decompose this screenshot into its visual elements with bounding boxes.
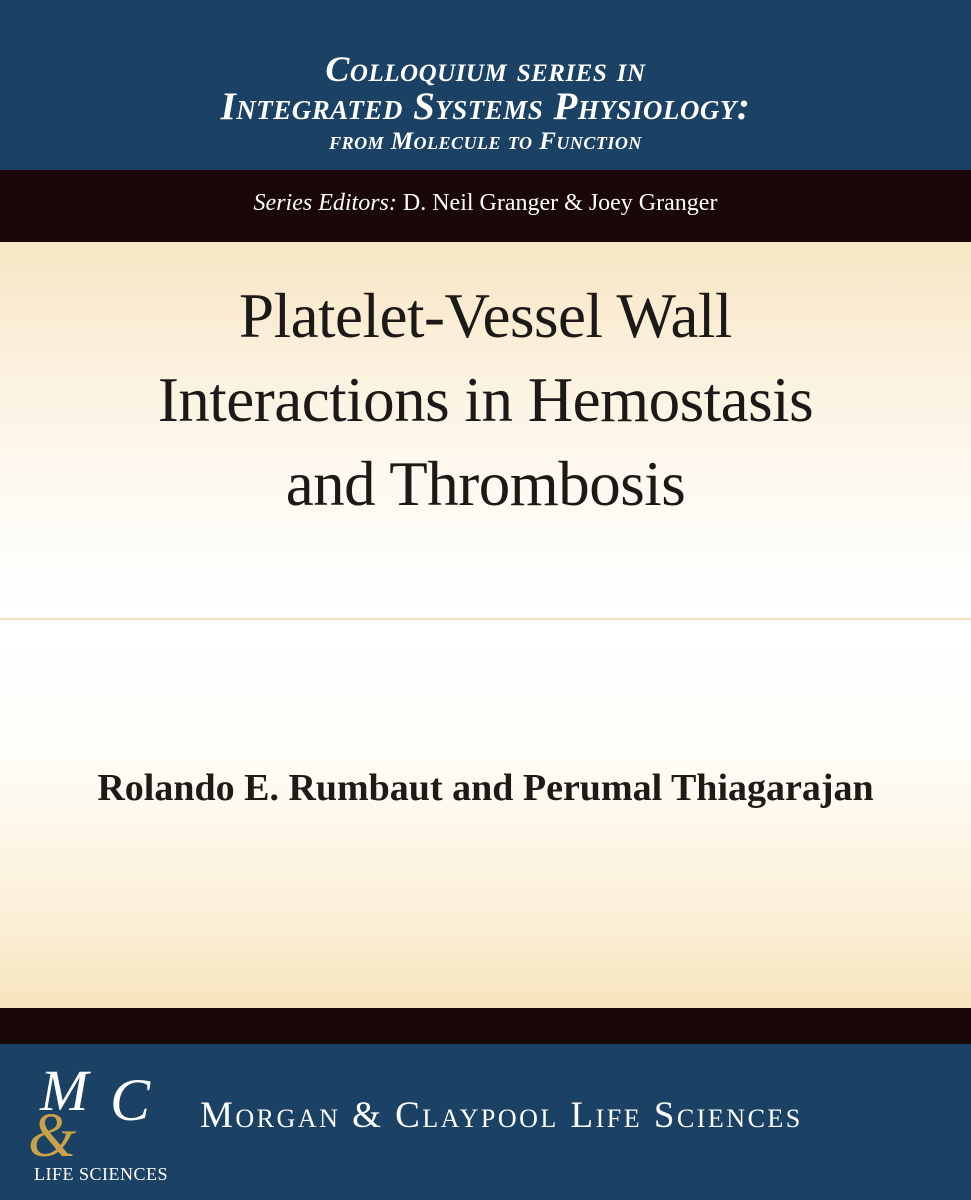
series-editors-label: Series Editors: [253,190,397,216]
book-title-line-2: Interactions in Hemostasis [157,365,814,435]
svg-text:C: C [110,1067,151,1133]
series-title-line-2: Integrated Systems Physiology: [220,85,751,128]
svg-text:&: & [28,1102,77,1158]
bottom-dark-band [0,1008,971,1044]
author-area [0,620,971,1008]
editors-band [0,170,971,242]
mc-monogram-icon [22,1058,182,1158]
series-band [0,0,971,170]
logo-subtitle: LIFE SCIENCES [34,1164,169,1184]
book-title-line-1: Platelet-Vessel Wall [239,281,732,351]
publisher-name: Morgan & Claypool Life Sciences [200,1095,803,1136]
authors: Rolando E. Rumbaut and Perumal Thiagarajan [97,767,874,809]
series-title-line-1: Colloquium series in [325,49,646,89]
series-title-line-3: from Molecule to Function [329,128,642,155]
publisher-logo [22,1058,182,1188]
book-title-line-3: and Thrombosis [285,449,686,519]
series-editors-names: D. Neil Granger & Joey Granger [402,190,718,216]
title-area [0,242,971,618]
svg-text:M: M [40,1058,89,1123]
series-editors [0,190,971,217]
publisher-band [0,1044,971,1200]
